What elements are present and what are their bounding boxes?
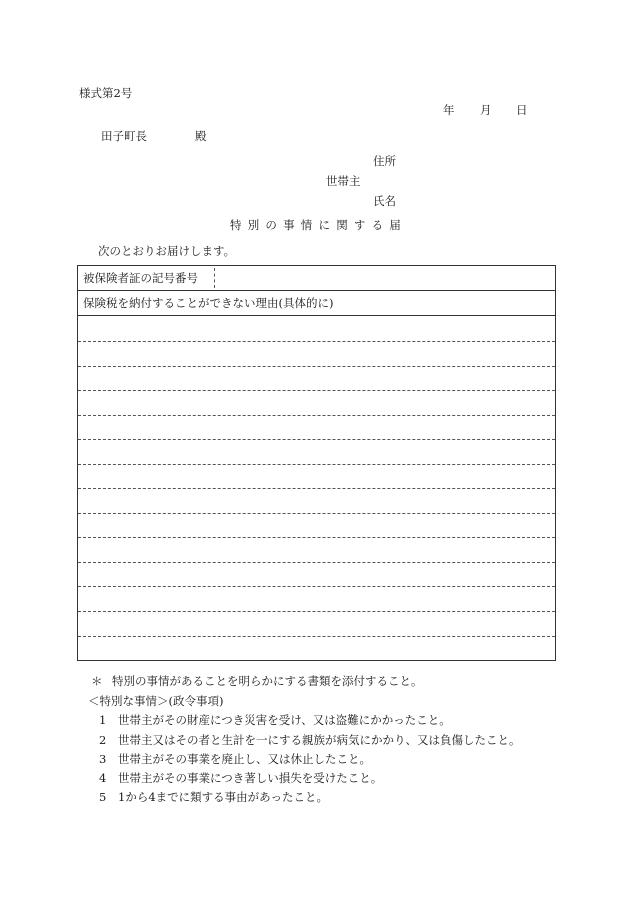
insurance-number-label: 被保険者証の記号番号 <box>83 271 198 285</box>
condition-number: 4 <box>99 771 107 785</box>
insurance-number-row <box>78 266 555 291</box>
intro-text: 次のとおりお届けします。 <box>98 244 236 258</box>
reason-writing-line <box>78 488 555 489</box>
field-divider <box>214 268 215 288</box>
condition-text: 世帯主がその事業を廃止し、又は休止したこと。 <box>118 752 371 766</box>
form-number: 様式第2号 <box>79 86 133 100</box>
date-year-label: 年 <box>443 103 455 117</box>
reason-writing-line <box>78 562 555 563</box>
reason-writing-line <box>78 464 555 465</box>
reason-writing-line <box>78 537 555 538</box>
reason-header-row <box>78 291 555 316</box>
attachment-note: 特別の事情があることを明らかにする書類を添付すること。 <box>112 674 423 688</box>
date-month-label: 月 <box>480 103 492 117</box>
household-head-label: 世帯主 <box>326 174 361 188</box>
reason-writing-line <box>78 415 555 416</box>
document-title: 特別の事情に関する届 <box>230 218 407 232</box>
name-label: 氏名 <box>373 194 396 208</box>
reason-label: 保険税を納付することができない理由(具体的に) <box>83 296 334 310</box>
honorific: 殿 <box>195 129 207 143</box>
reason-writing-line <box>78 439 555 440</box>
condition-number: 2 <box>99 733 107 747</box>
reason-writing-line <box>78 586 555 587</box>
reason-writing-line <box>78 390 555 391</box>
condition-text: 1から4までに類する事由があったこと。 <box>118 790 329 804</box>
form-table <box>77 265 556 661</box>
reason-writing-line <box>78 611 555 612</box>
condition-text: 世帯主又はその者と生計を一にする親族が病気にかかり、又は負傷したこと。 <box>118 733 521 747</box>
reason-writing-line <box>78 366 555 367</box>
reason-writing-line <box>78 513 555 514</box>
addressee: 田子町長 <box>101 129 147 143</box>
conditions-heading: ＜特別な事情＞(政令事項) <box>88 694 224 708</box>
asterisk-mark: ＊ <box>91 674 103 688</box>
condition-text: 世帯主がその事業につき著しい損失を受けたこと。 <box>118 771 383 785</box>
reason-writing-line <box>78 636 555 637</box>
condition-number: 3 <box>99 752 107 766</box>
condition-text: 世帯主がその財産につき災害を受け、又は盗難にかかったこと。 <box>118 713 451 727</box>
reason-writing-line <box>78 341 555 342</box>
address-label: 住所 <box>373 154 396 168</box>
date-day-label: 日 <box>516 103 528 117</box>
condition-number: 5 <box>99 790 107 804</box>
condition-number: 1 <box>99 713 107 727</box>
